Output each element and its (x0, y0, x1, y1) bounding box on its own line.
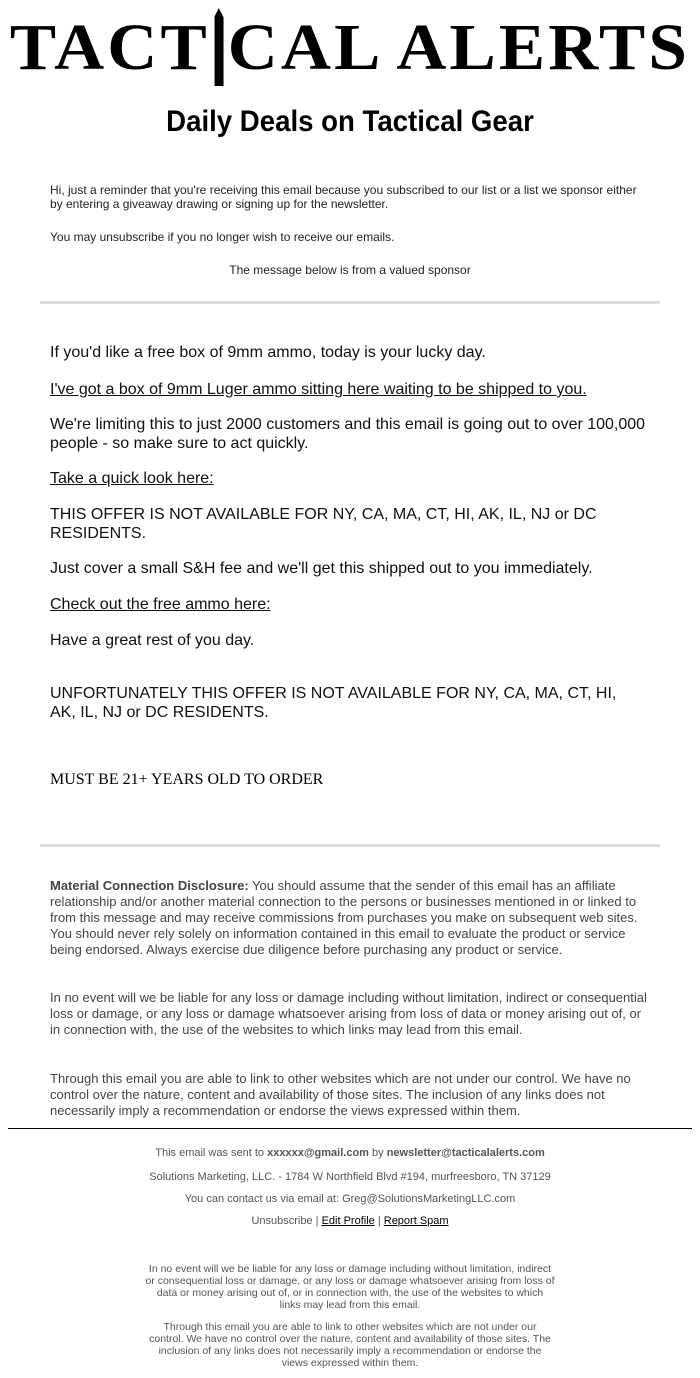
links-text: Through this email you are able to link to other websites which are not under our control. We have no control over the nature, content and availability of those sites. The inclusion of any links does not necessarily imply a recommendation or endorse the views expressed within them. (50, 1071, 631, 1118)
tagline: Daily Deals on Tactical Gear (166, 105, 534, 138)
footer-liability: In no event will we be liable for any loss or damage including without limitation, indirect or consequential loss or damage, or any loss or damage whatsoever arising from loss of data or money arising out of, or in connection with, the use of the websites to which links may lead from this email. (145, 1263, 555, 1311)
report-spam-link[interactable]: Report Spam (383, 1215, 449, 1227)
footer-links-disclaimer: Through this email you are able to link to other websites which are not under our control. We have no control over the nature, content and availability of those sites. The inclusion of any links does not necessarily imply a recommendation or endorse the views expressed within them. (149, 1321, 551, 1369)
body-text: If you'd like a free box of 9mm ammo, today is your lucky day. (50, 344, 486, 361)
body-text: THIS OFFER IS NOT AVAILABLE FOR NY, CA, MA, CT, HI, AK, IL, NJ or DC RESIDENTS. (50, 506, 597, 542)
body-text: Just cover a small S&H fee and we'll get this shipped out to you immediately. (50, 560, 593, 577)
logo-text-right: CAL ALERTS (227, 11, 691, 84)
liability-text: In no event will we be liable for any loss or damage including without limitation, indirect or consequential loss or damage, or any loss or damage whatsoever arising from loss of data or money arising out of, or in connection with, the use of the websites to which links may lead from this email. (50, 990, 647, 1037)
disclosure-text (50, 878, 650, 958)
quick-look-link[interactable]: Take a quick look here: (50, 470, 214, 487)
footer-links: Unsubscribe | Edit Profile | Report Spam (251, 1215, 449, 1227)
intro-text: Hi, just a reminder that you're receiving this email because you subscribed to our list or a list we sponsor either by entering a giveaway drawing or signing up for the newsletter. (50, 183, 637, 211)
divider (40, 301, 660, 304)
logo-text-left: TACT (9, 11, 210, 84)
free-ammo-link[interactable]: Check out the free ammo here: (50, 596, 271, 613)
company-address: Solutions Marketing, LLC. - 1784 W Northfield Blvd #194, murfreesboro, TN 37129 (149, 1171, 551, 1183)
body-text: We're limiting this to just 2000 customers and this email is going out to over 100,000 people - so make sure to act quickly. (50, 416, 646, 452)
body-text: Have a great rest of you day. (50, 632, 255, 649)
unsubscribe-link[interactable]: Unsubscribe (251, 1215, 313, 1227)
sent-to-line: This email was sent to xxxxxx@gmail.com by newsletter@tacticalalerts.com (155, 1147, 545, 1159)
ammo-link[interactable]: I've got a box of 9mm Luger ammo sitting here waiting to be shipped to you. (50, 381, 587, 398)
sponsor-note: The message below is from a valued sponsor (229, 263, 471, 277)
footer-divider (8, 1128, 692, 1129)
knife-icon (214, 8, 223, 86)
disclosure-body: You should assume that the sender of this email has an affiliate relationship and/or another material connection to the persons or businesses mentioned in or linked to from this message and may receive commissions from purchases you make on subsequent web sites. You should never rely solely on information contained in this email to evaluate the product or service being endorsed. Always exercise due diligence before purchasing any product or service. (50, 878, 638, 957)
body-text: UNFORTUNATELY THIS OFFER IS NOT AVAILABLE FOR NY, CA, MA, CT, HI, AK, IL, NJ or DC RESIDENTS. (50, 685, 617, 721)
logo (0, 8, 700, 88)
sender-email: newsletter@tacticalalerts.com (386, 1147, 545, 1159)
edit-profile-link[interactable]: Edit Profile (321, 1215, 375, 1227)
unsubscribe-note: You may unsubscribe if you no longer wish to receive our emails. (50, 230, 395, 244)
recipient-email: xxxxxx@gmail.com (267, 1147, 369, 1159)
disclosure-label: Material Connection Disclosure: (50, 878, 249, 893)
contact-line: You can contact us via email at: Greg@SolutionsMarketingLLC.com (184, 1193, 516, 1205)
age-notice: MUST BE 21+ YEARS OLD TO ORDER (50, 771, 324, 788)
divider (40, 844, 660, 847)
